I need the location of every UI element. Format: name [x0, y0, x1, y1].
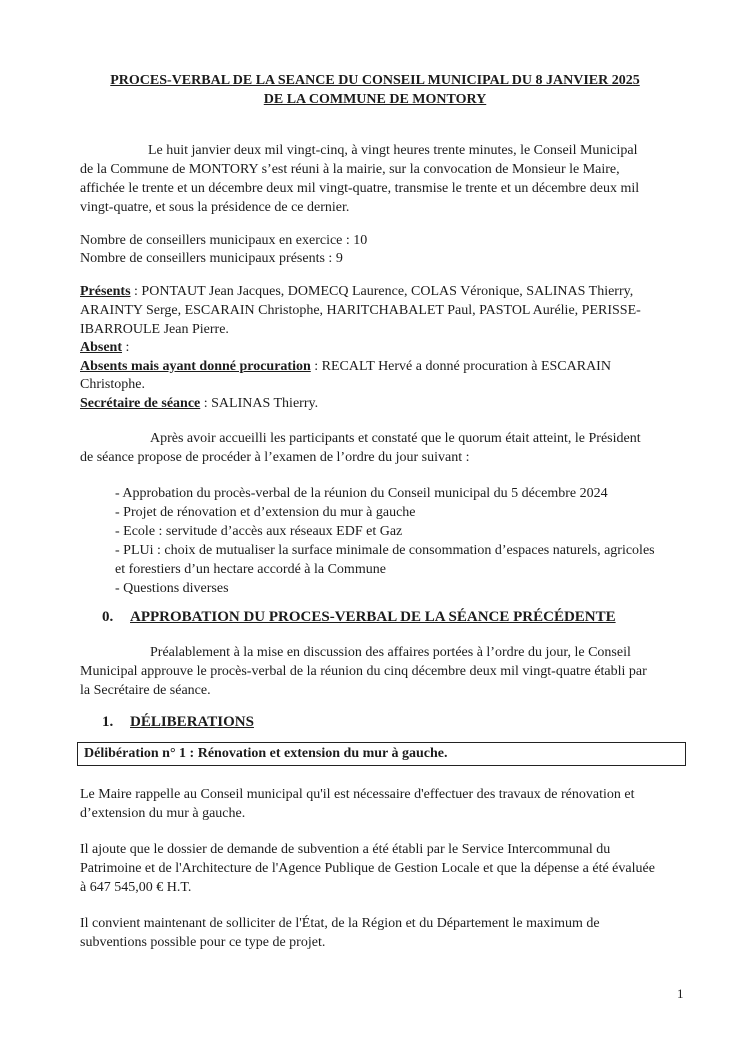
count-exercice: Nombre de conseillers municipaux en exercice : 10 — [80, 233, 368, 248]
quorum-line-2: de séance propose de procéder à l’examen de l’ordre du jour suivant : — [80, 450, 470, 465]
section-0-number: 0. — [102, 609, 114, 625]
deliberation-box: Délibération n° 1 : Rénovation et extension du mur à gauche. — [77, 742, 686, 766]
agenda-item-4-continued: et forestiers d’un hectare accordé à la Commune — [115, 562, 386, 577]
presents-line-3: IBARROULE Jean Pierre. — [80, 322, 229, 337]
absent-line — [80, 338, 129, 357]
procuration-value: : RECALT Hervé a donné procuration à ESCARAIN — [310, 359, 611, 374]
agenda-item-1: - Approbation du procès-verbal de la réunion du Conseil municipal du 5 décembre 2024 — [115, 486, 608, 501]
intro-line-4: vingt-quatre, et sous la présidence de ce dernier. — [80, 200, 350, 215]
section-1-number: 1. — [102, 714, 114, 730]
presents-line-1 — [80, 282, 633, 301]
intro-line-1: Le huit janvier deux mil vingt-cinq, à vingt heures trente minutes, le Conseil Municipal — [148, 143, 638, 158]
page-number: 1 — [677, 986, 684, 1001]
presents-line-2: ARAINTY Serge, ESCARAIN Christophe, HARITCHABALET Paul, PASTOL Aurélie, PERISSE- — [80, 303, 641, 318]
section-1-p3-line-2: subventions possible pour ce type de projet. — [80, 935, 326, 950]
agenda-item-3: - Ecole : servitude d’accès aux réseaux EDF et Gaz — [115, 524, 403, 539]
absent-value: : — [122, 340, 130, 355]
secretaire-line — [80, 394, 318, 413]
agenda-item-2: - Projet de rénovation et d’extension du mur à gauche — [115, 505, 416, 520]
agenda-item-4: - PLUi : choix de mutualiser la surface minimale de consommation d’espaces naturels, agricoles — [115, 543, 655, 558]
absent-label: Absent — [80, 340, 123, 355]
presents-value: : PONTAUT Jean Jacques, DOMECQ Laurence, COLAS Véronique, SALINAS Thierry, — [130, 284, 634, 299]
section-1-heading — [102, 714, 254, 731]
section-0-line-1: Préalablement à la mise en discussion des affaires portées à l’ordre du jour, le Conseil — [150, 645, 631, 660]
presents-label: Présents — [80, 284, 131, 299]
section-0-line-2: Municipal approuve le procès-verbal de la réunion du cinq décembre deux mil vingt-quatre établi par — [80, 664, 647, 679]
section-1-p2-line-2: Patrimoine et de l'Architecture de l'Agence Publique de Gestion Locale et que la dépense a été évaluée — [80, 861, 655, 876]
procuration-line-2: Christophe. — [80, 377, 145, 392]
section-1-title: DÉLIBERATIONS — [130, 714, 254, 730]
intro-line-3: affichée le trente et un décembre deux mil vingt-quatre, transmise le trente et un décembre deux mil — [80, 181, 640, 196]
section-1-p1-line-1: Le Maire rappelle au Conseil municipal qu'il est nécessaire d'effectuer des travaux de rénovation et — [80, 787, 635, 802]
agenda-item-5: - Questions diverses — [115, 581, 229, 596]
document-title-line-1: PROCES-VERBAL DE LA SEANCE DU CONSEIL MUNICIPAL DU 8 JANVIER 2025 — [110, 73, 640, 88]
section-0-heading — [102, 609, 616, 626]
section-0-title: APPROBATION DU PROCES-VERBAL DE LA SÉANCE PRÉCÉDENTE — [130, 609, 616, 625]
procuration-label: Absents mais ayant donné procuration — [80, 359, 311, 374]
section-1-p2-line-1: Il ajoute que le dossier de demande de subvention a été établi par le Service Intercommunal du — [80, 842, 611, 857]
quorum-line-1: Après avoir accueilli les participants et constaté que le quorum était atteint, le Président — [150, 431, 641, 446]
document-title-line-2: DE LA COMMUNE DE MONTORY — [263, 92, 487, 107]
section-1-p1-line-2: d’extension du mur à gauche. — [80, 806, 246, 821]
count-presents: Nombre de conseillers municipaux présents : 9 — [80, 251, 343, 266]
secretaire-value: : SALINAS Thierry. — [200, 396, 319, 411]
section-1-p3-line-1: Il convient maintenant de solliciter de l'État, de la Région et du Département le maximum de — [80, 916, 600, 931]
section-1-p2-line-3: à 647 545,00 € H.T. — [80, 880, 192, 895]
intro-line-2: de la Commune de MONTORY s’est réuni à la mairie, sur la convocation de Monsieur le Maire, — [80, 162, 620, 177]
section-0-line-3: la Secrétaire de séance. — [80, 683, 211, 698]
procuration-line-1 — [80, 357, 611, 376]
secretaire-label: Secrétaire de séance — [80, 396, 201, 411]
